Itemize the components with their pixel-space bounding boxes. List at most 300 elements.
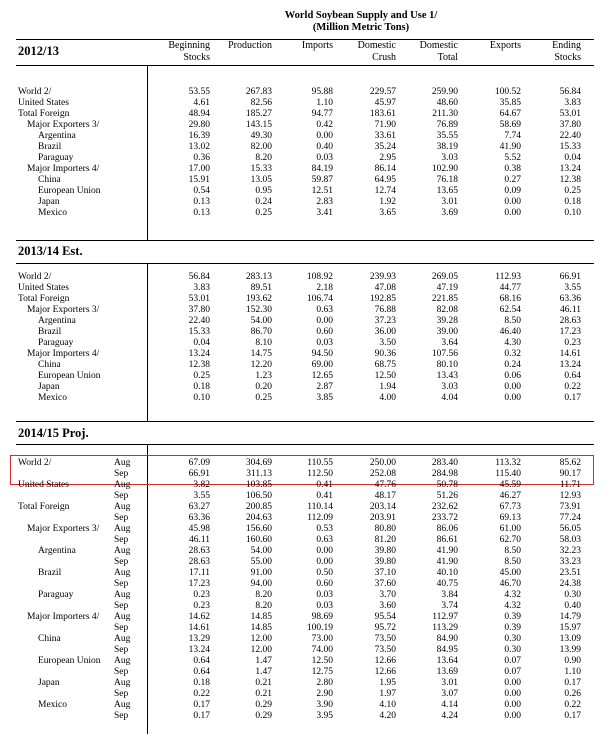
row-label: Brazil xyxy=(38,327,62,337)
table-cell: 35.85 xyxy=(499,98,521,108)
row-month: Sep xyxy=(114,469,129,479)
table-row xyxy=(0,656,612,667)
column-header-line1: Domestic xyxy=(357,40,396,51)
table-cell: 160.60 xyxy=(245,535,272,545)
section-title: 2012/13 xyxy=(18,44,59,58)
table-cell: 113.29 xyxy=(432,623,458,633)
table-cell: 67.09 xyxy=(188,458,210,468)
table-cell: 4.24 xyxy=(441,711,458,721)
table-cell: 24.38 xyxy=(559,579,581,589)
table-cell: 3.07 xyxy=(441,689,458,699)
row-label: Argentina xyxy=(38,316,76,326)
row-label: United States xyxy=(18,98,69,108)
table-cell: 0.41 xyxy=(316,480,333,490)
table-cell: 3.70 xyxy=(379,590,396,600)
table-cell: 0.17 xyxy=(564,711,581,721)
table-cell: 51.26 xyxy=(436,491,458,501)
table-cell: 0.00 xyxy=(316,546,333,556)
table-cell: 13.64 xyxy=(436,656,458,666)
table-cell: 0.03 xyxy=(316,338,333,348)
row-label: Japan xyxy=(38,678,60,688)
table-row xyxy=(0,208,612,219)
table-cell: 49.30 xyxy=(250,131,272,141)
table-cell: 47.76 xyxy=(374,480,396,490)
table-cell: 0.54 xyxy=(193,186,210,196)
table-cell: 304.69 xyxy=(245,458,272,468)
table-row xyxy=(0,294,612,305)
row-month: Aug xyxy=(114,700,131,710)
table-cell: 2.90 xyxy=(316,689,333,699)
row-month: Aug xyxy=(114,634,131,644)
table-cell: 13.69 xyxy=(436,667,458,677)
table-cell: 110.55 xyxy=(307,458,333,468)
column-header-line2 xyxy=(202,52,272,64)
table-row xyxy=(0,305,612,316)
row-month: Aug xyxy=(114,524,131,534)
table-cell: 3.90 xyxy=(316,700,333,710)
table-cell: 82.56 xyxy=(250,98,272,108)
table-cell: 28.63 xyxy=(188,557,210,567)
row-label: United States xyxy=(18,283,69,293)
table-cell: 0.25 xyxy=(255,393,272,403)
row-label: Total Foreign xyxy=(18,502,70,512)
table-cell: 283.13 xyxy=(245,272,272,282)
table-cell: 100.19 xyxy=(306,623,333,633)
row-month: Aug xyxy=(114,656,131,666)
table-cell: 13.09 xyxy=(559,634,581,644)
table-cell: 54.00 xyxy=(250,316,272,326)
table-cell: 1.47 xyxy=(255,667,272,677)
table-cell: 13.43 xyxy=(436,371,458,381)
table-cell: 12.74 xyxy=(374,186,396,196)
table-cell: 39.80 xyxy=(374,557,396,567)
table-cell: 14.75 xyxy=(250,349,272,359)
table-cell: 0.17 xyxy=(564,678,581,688)
table-cell: 233.72 xyxy=(431,513,458,523)
table-cell: 85.62 xyxy=(559,458,581,468)
table-cell: 17.11 xyxy=(188,568,210,578)
table-cell: 0.64 xyxy=(193,656,210,666)
table-cell: 3.69 xyxy=(441,208,458,218)
table-cell: 183.61 xyxy=(369,109,396,119)
table-cell: 0.30 xyxy=(504,645,521,655)
table-cell: 76.89 xyxy=(436,120,458,130)
table-cell: 80.80 xyxy=(374,524,396,534)
table-cell: 40.75 xyxy=(436,579,458,589)
table-cell: 28.63 xyxy=(188,546,210,556)
row-label: Argentina xyxy=(38,131,76,141)
row-month: Sep xyxy=(114,513,129,523)
table-cell: 44.77 xyxy=(499,283,521,293)
table-cell: 3.50 xyxy=(379,338,396,348)
table-row xyxy=(0,393,612,404)
table-cell: 41.90 xyxy=(436,557,458,567)
table-cell: 0.29 xyxy=(255,711,272,721)
table-cell: 0.17 xyxy=(193,700,210,710)
table-cell: 156.60 xyxy=(245,524,272,534)
table-row xyxy=(0,568,612,579)
table-cell: 23.51 xyxy=(559,568,581,578)
table-cell: 3.65 xyxy=(379,208,396,218)
table-cell: 56.05 xyxy=(559,524,581,534)
table-row xyxy=(0,371,612,382)
table-cell: 115.40 xyxy=(495,469,521,479)
table-cell: 0.04 xyxy=(193,338,210,348)
table-cell: 7.74 xyxy=(504,131,521,141)
table-cell: 82.00 xyxy=(250,142,272,152)
table-cell: 0.60 xyxy=(316,327,333,337)
table-cell: 3.01 xyxy=(441,678,458,688)
table-row xyxy=(0,623,612,634)
table-cell: 46.27 xyxy=(499,491,521,501)
table-cell: 46.11 xyxy=(188,535,210,545)
table-cell: 106.50 xyxy=(245,491,272,501)
table-cell: 110.14 xyxy=(307,502,333,512)
table-cell: 86.14 xyxy=(374,164,396,174)
table-cell: 0.00 xyxy=(504,678,521,688)
table-cell: 12.75 xyxy=(311,667,333,677)
table-cell: 0.95 xyxy=(255,186,272,196)
table-cell: 0.03 xyxy=(316,590,333,600)
table-cell: 0.63 xyxy=(316,535,333,545)
table-cell: 3.01 xyxy=(441,197,458,207)
table-cell: 29.80 xyxy=(188,120,210,130)
table-cell: 47.08 xyxy=(374,283,396,293)
table-cell: 4.32 xyxy=(504,590,521,600)
table-cell: 41.90 xyxy=(436,546,458,556)
table-cell: 3.03 xyxy=(441,153,458,163)
table-cell: 64.67 xyxy=(499,109,521,119)
table-cell: 22.40 xyxy=(559,131,581,141)
table-row xyxy=(0,175,612,186)
table-cell: 58.69 xyxy=(499,120,521,130)
row-label: Major Importers 4/ xyxy=(27,612,100,622)
table-cell: 252.08 xyxy=(369,469,396,479)
table-cell: 2.87 xyxy=(316,382,333,392)
table-cell: 41.90 xyxy=(499,142,521,152)
table-cell: 12.00 xyxy=(250,634,272,644)
column-header-line1: Production xyxy=(228,40,272,51)
table-row xyxy=(0,546,612,557)
header-rule xyxy=(16,65,594,66)
row-month: Aug xyxy=(114,546,131,556)
table-cell: 37.23 xyxy=(374,316,396,326)
table-cell: 259.90 xyxy=(431,87,458,97)
section-title: 2014/15 Proj. xyxy=(18,426,89,440)
section-rule xyxy=(16,444,594,445)
table-cell: 0.26 xyxy=(564,689,581,699)
table-cell: 22.40 xyxy=(188,316,210,326)
table-cell: 33.61 xyxy=(374,131,396,141)
table-row xyxy=(0,327,612,338)
table-cell: 3.55 xyxy=(564,283,581,293)
table-row xyxy=(0,491,612,502)
table-cell: 11.71 xyxy=(559,480,581,490)
table-cell: 13.24 xyxy=(188,645,210,655)
table-cell: 1.47 xyxy=(255,656,272,666)
table-cell: 8.50 xyxy=(504,557,521,567)
table-cell: 15.33 xyxy=(188,327,210,337)
table-cell: 0.18 xyxy=(564,197,581,207)
table-cell: 0.22 xyxy=(564,700,581,710)
table-cell: 61.00 xyxy=(499,524,521,534)
table-cell: 3.64 xyxy=(441,338,458,348)
table-row xyxy=(0,634,612,645)
table-cell: 46.40 xyxy=(499,327,521,337)
table-cell: 46.70 xyxy=(499,579,521,589)
row-label: Major Importers 4/ xyxy=(27,349,100,359)
table-cell: 53.01 xyxy=(188,294,210,304)
table-cell: 3.83 xyxy=(193,283,210,293)
table-cell: 73.50 xyxy=(374,634,396,644)
table-cell: 63.36 xyxy=(188,513,210,523)
table-cell: 14.61 xyxy=(559,349,581,359)
table-row xyxy=(0,197,612,208)
table-cell: 0.39 xyxy=(504,623,521,633)
table-cell: 4.30 xyxy=(504,338,521,348)
table-title xyxy=(0,10,612,34)
table-cell: 12.51 xyxy=(311,186,333,196)
table-cell: 90.36 xyxy=(374,349,396,359)
row-label: Mexico xyxy=(38,208,68,218)
table-cell: 2.18 xyxy=(316,283,333,293)
table-cell: 54.00 xyxy=(250,546,272,556)
table-cell: 203.91 xyxy=(369,513,396,523)
table-cell: 103.85 xyxy=(245,480,272,490)
table-cell: 84.90 xyxy=(436,634,458,644)
table-cell: 84.95 xyxy=(436,645,458,655)
column-header-line1: Beginning xyxy=(168,40,210,51)
table-cell: 267.83 xyxy=(245,87,272,97)
table-cell: 39.00 xyxy=(436,327,458,337)
table-cell: 12.66 xyxy=(374,656,396,666)
section-title: 2013/14 Est. xyxy=(18,244,83,258)
table-row xyxy=(0,186,612,197)
table-cell: 69.13 xyxy=(499,513,521,523)
table-cell: 48.60 xyxy=(436,98,458,108)
table-cell: 0.10 xyxy=(193,393,210,403)
table-row xyxy=(0,590,612,601)
row-label: China xyxy=(38,360,61,370)
table-cell: 0.18 xyxy=(193,382,210,392)
table-cell: 3.55 xyxy=(193,491,210,501)
table-cell: 211.30 xyxy=(432,109,458,119)
table-row xyxy=(0,164,612,175)
column-header-line2: Stocks xyxy=(183,52,210,63)
table-cell: 12.50 xyxy=(374,371,396,381)
table-cell: 76.88 xyxy=(374,305,396,315)
table-cell: 4.04 xyxy=(441,393,458,403)
table-cell: 74.00 xyxy=(311,645,333,655)
table-cell: 14.61 xyxy=(188,623,210,633)
table-cell: 45.59 xyxy=(499,480,521,490)
table-cell: 0.60 xyxy=(316,579,333,589)
table-cell: 229.57 xyxy=(369,87,396,97)
table-cell: 112.97 xyxy=(432,612,458,622)
table-row xyxy=(0,120,612,131)
row-label: Paraguay xyxy=(38,590,74,600)
table-row xyxy=(0,601,612,612)
table-cell: 284.98 xyxy=(431,469,458,479)
table-cell: 2.95 xyxy=(379,153,396,163)
table-cell: 0.17 xyxy=(193,711,210,721)
table-cell: 0.30 xyxy=(504,634,521,644)
table-cell: 250.00 xyxy=(369,458,396,468)
table-cell: 3.82 xyxy=(193,480,210,490)
table-cell: 4.10 xyxy=(379,700,396,710)
table-cell: 4.32 xyxy=(504,601,521,611)
row-label: Brazil xyxy=(38,142,62,152)
table-cell: 94.00 xyxy=(250,579,272,589)
table-cell: 95.72 xyxy=(374,623,396,633)
table-cell: 0.23 xyxy=(564,338,581,348)
table-cell: 68.16 xyxy=(499,294,521,304)
table-cell: 45.97 xyxy=(374,98,396,108)
table-cell: 8.10 xyxy=(255,338,272,348)
row-month: Sep xyxy=(114,491,129,501)
row-label: Paraguay xyxy=(38,153,74,163)
table-cell: 112.93 xyxy=(495,272,521,282)
table-cell: 1.94 xyxy=(379,382,396,392)
table-cell: 0.00 xyxy=(316,131,333,141)
table-cell: 0.07 xyxy=(504,667,521,677)
table-cell: 15.33 xyxy=(250,164,272,174)
row-label: World 2/ xyxy=(18,272,52,282)
table-cell: 0.00 xyxy=(504,382,521,392)
row-label: Major Importers 4/ xyxy=(27,164,100,174)
table-cell: 16.39 xyxy=(188,131,210,141)
column-header-line2 xyxy=(263,52,333,64)
row-month: Aug xyxy=(114,678,131,688)
table-row xyxy=(0,131,612,142)
table-cell: 14.85 xyxy=(250,623,272,633)
table-cell: 2.83 xyxy=(316,197,333,207)
table-cell: 0.06 xyxy=(504,371,521,381)
table-cell: 13.24 xyxy=(559,360,581,370)
row-label: United States xyxy=(18,480,69,490)
table-cell: 95.54 xyxy=(374,612,396,622)
table-cell: 1.23 xyxy=(255,371,272,381)
table-row xyxy=(0,382,612,393)
table-cell: 0.25 xyxy=(255,208,272,218)
table-row xyxy=(0,338,612,349)
table-cell: 13.02 xyxy=(188,142,210,152)
table-cell: 14.79 xyxy=(559,612,581,622)
table-cell: 56.84 xyxy=(188,272,210,282)
table-cell: 13.05 xyxy=(250,175,272,185)
table-row xyxy=(0,689,612,700)
table-cell: 68.75 xyxy=(374,360,396,370)
table-cell: 185.27 xyxy=(245,109,272,119)
table-cell: 0.21 xyxy=(255,678,272,688)
row-label: Mexico xyxy=(38,393,68,403)
row-label: Total Foreign xyxy=(18,294,70,304)
table-cell: 37.60 xyxy=(374,579,396,589)
table-cell: 62.54 xyxy=(499,305,521,315)
table-cell: 0.00 xyxy=(504,197,521,207)
table-cell: 107.56 xyxy=(431,349,458,359)
table-cell: 5.52 xyxy=(504,153,521,163)
table-row xyxy=(0,283,612,294)
table-cell: 86.70 xyxy=(250,327,272,337)
table-row xyxy=(0,557,612,568)
table-cell: 0.53 xyxy=(316,524,333,534)
section-rule xyxy=(16,240,594,241)
table-cell: 39.28 xyxy=(436,316,458,326)
table-cell: 0.64 xyxy=(193,667,210,677)
table-cell: 12.65 xyxy=(311,371,333,381)
table-cell: 12.50 xyxy=(311,656,333,666)
column-header-line1: Domestic xyxy=(419,40,458,51)
table-cell: 73.91 xyxy=(559,502,581,512)
table-cell: 12.93 xyxy=(559,491,581,501)
table-cell: 232.62 xyxy=(431,502,458,512)
table-cell: 0.18 xyxy=(193,678,210,688)
table-cell: 4.00 xyxy=(379,393,396,403)
row-label: Major Exporters 3/ xyxy=(27,524,100,534)
table-cell: 0.29 xyxy=(255,700,272,710)
table-row xyxy=(0,700,612,711)
row-month: Sep xyxy=(114,689,129,699)
table-cell: 113.32 xyxy=(495,458,521,468)
column-header-line2: Crush xyxy=(372,52,396,63)
table-cell: 0.13 xyxy=(193,197,210,207)
table-cell: 63.36 xyxy=(559,294,581,304)
table-row xyxy=(0,87,612,98)
table-cell: 0.10 xyxy=(564,208,581,218)
row-label: Total Foreign xyxy=(18,109,70,119)
table-cell: 39.80 xyxy=(374,546,396,556)
table-cell: 15.97 xyxy=(559,623,581,633)
table-cell: 102.90 xyxy=(431,164,458,174)
table-cell: 12.00 xyxy=(250,645,272,655)
table-cell: 143.15 xyxy=(245,120,272,130)
table-cell: 12.66 xyxy=(374,667,396,677)
table-cell: 17.23 xyxy=(188,579,210,589)
table-cell: 203.14 xyxy=(369,502,396,512)
table-cell: 53.01 xyxy=(559,109,581,119)
row-label: China xyxy=(38,634,61,644)
table-cell: 13.29 xyxy=(188,634,210,644)
table-cell: 0.09 xyxy=(504,186,521,196)
table-cell: 4.20 xyxy=(379,711,396,721)
table-cell: 3.74 xyxy=(441,601,458,611)
table-cell: 67.73 xyxy=(499,502,521,512)
table-cell: 38.19 xyxy=(436,142,458,152)
row-label: European Union xyxy=(38,656,101,666)
table-cell: 311.13 xyxy=(246,469,272,479)
row-label: China xyxy=(38,175,61,185)
table-cell: 91.00 xyxy=(250,568,272,578)
table-cell: 112.50 xyxy=(307,469,333,479)
table-cell: 3.83 xyxy=(564,98,581,108)
row-month: Aug xyxy=(114,502,131,512)
table-row xyxy=(0,667,612,678)
table-cell: 94.77 xyxy=(311,109,333,119)
table-cell: 4.61 xyxy=(193,98,210,108)
table-cell: 100.52 xyxy=(494,87,521,97)
table-cell: 269.05 xyxy=(431,272,458,282)
column-header xyxy=(140,40,210,64)
section-rule xyxy=(16,421,594,422)
table-row xyxy=(0,678,612,689)
table-cell: 0.39 xyxy=(504,612,521,622)
table-cell: 0.24 xyxy=(255,197,272,207)
row-month: Aug xyxy=(114,612,131,622)
table-cell: 45.00 xyxy=(499,568,521,578)
table-cell: 86.06 xyxy=(436,524,458,534)
table-cell: 82.08 xyxy=(436,305,458,315)
